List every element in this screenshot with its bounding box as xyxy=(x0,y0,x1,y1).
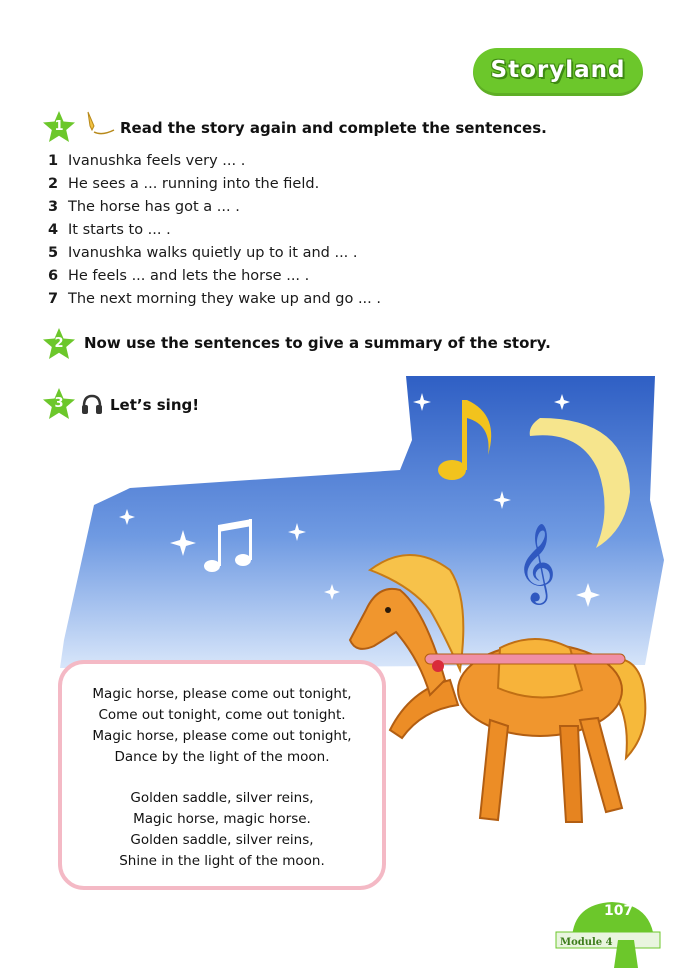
list-item: 5 Ivanushka walks quietly up to it and ... . xyxy=(48,245,358,261)
exercise-3-title: Let’s sing! xyxy=(110,396,200,414)
lyric-line: Golden saddle, silver reins, xyxy=(130,790,314,806)
exercise-1-title: Read the story again and complete the sentences. xyxy=(120,119,547,137)
lyric-line: Magic horse, please come out tonight, xyxy=(92,686,352,702)
exercise-2-title: Now use the sentences to give a summary of the story. xyxy=(84,334,551,352)
list-item: 2 He sees a ... running into the field. xyxy=(48,176,320,192)
lyric-line: Magic horse, magic horse. xyxy=(133,811,311,827)
treble-clef-icon: 𝄞 xyxy=(516,523,557,602)
lyric-line: Golden saddle, silver reins, xyxy=(130,832,314,848)
lyric-line: Dance by the light of the moon. xyxy=(114,749,330,765)
song-lyrics-box xyxy=(58,660,386,890)
lyric-line: Shine in the light of the moon. xyxy=(119,853,325,869)
list-item: 3 The horse has got a ... . xyxy=(48,199,240,215)
list-item: 7 The next morning they wake up and go ... . xyxy=(48,291,381,307)
lyric-line: Come out tonight, come out tonight. xyxy=(98,707,346,723)
module-label: Module 4 xyxy=(560,937,613,948)
page-number: 107 xyxy=(604,903,634,919)
lyric-line: Magic horse, please come out tonight, xyxy=(92,728,352,744)
exercise-3-star xyxy=(42,387,76,421)
badge-label: Storyland xyxy=(490,57,626,83)
exercise-number: 1 xyxy=(54,119,64,134)
list-item: 1 Ivanushka feels very ... . xyxy=(48,153,246,169)
exercise-number: 3 xyxy=(54,396,64,411)
headphones-icon xyxy=(80,392,104,416)
list-item: 6 He feels ... and lets the horse ... . xyxy=(48,268,310,284)
list-item: 4 It starts to ... . xyxy=(48,222,171,238)
exercise-number: 2 xyxy=(54,336,64,351)
stanza-1 xyxy=(62,684,382,768)
stanza-2 xyxy=(62,788,382,872)
